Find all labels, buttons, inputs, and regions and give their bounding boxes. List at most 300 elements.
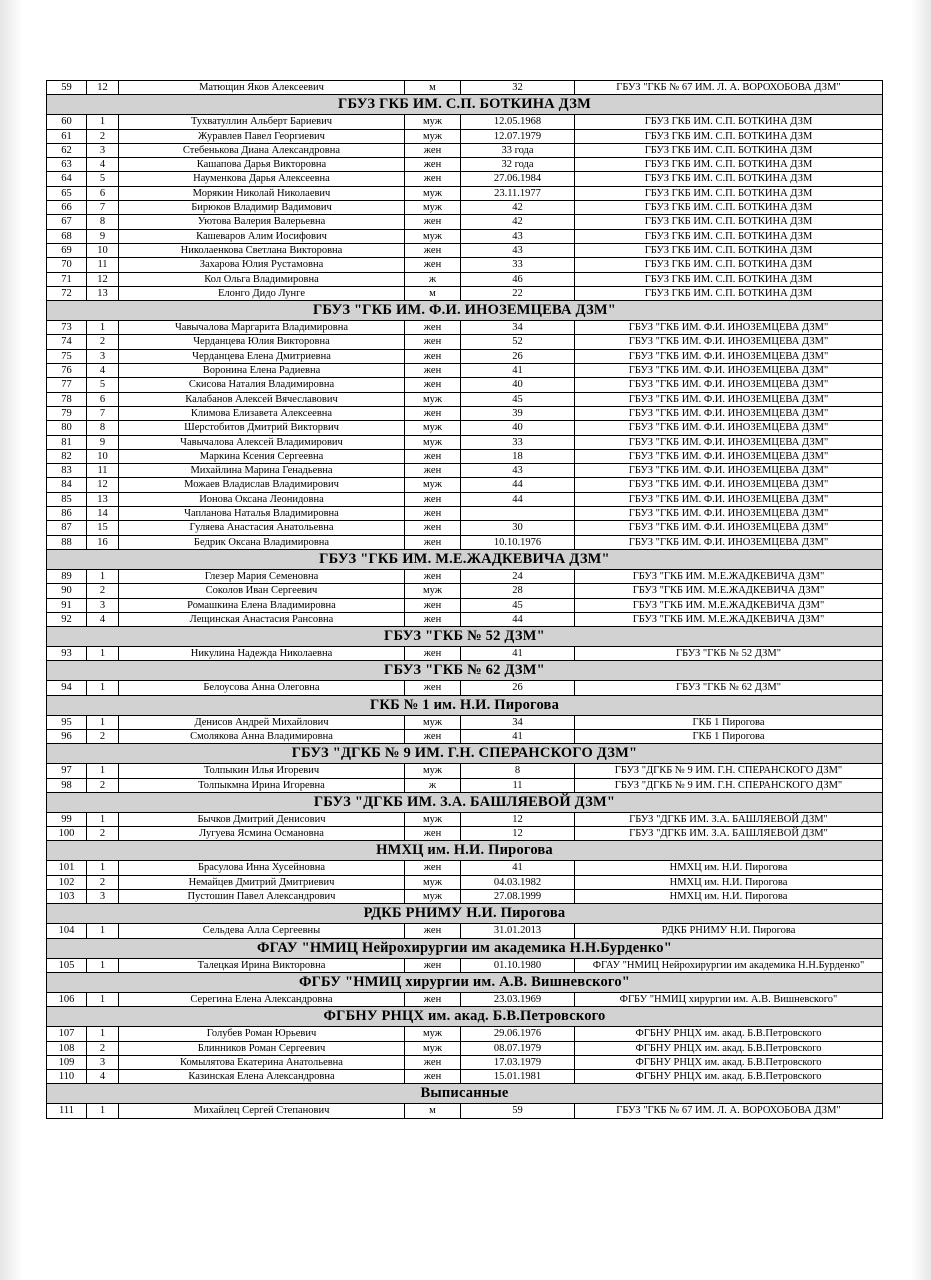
section-title: ФГБНУ РНЦХ им. акад. Б.В.Петровского <box>47 1007 883 1027</box>
group-index-cell: 3 <box>87 598 119 612</box>
hospital-cell: ГБУЗ "ДГКБ ИМ. З.А. БАШЛЯЕВОЙ ДЗМ" <box>575 812 883 826</box>
full-name-cell: Чавычалова Алексей Владимирович <box>119 435 405 449</box>
row-number-cell: 59 <box>47 81 87 95</box>
hospital-cell: РДКБ РНИМУ Н.И. Пирогова <box>575 924 883 938</box>
row-number-cell: 92 <box>47 612 87 626</box>
age-cell: 42 <box>461 215 575 229</box>
group-index-cell: 9 <box>87 435 119 449</box>
row-number-cell: 69 <box>47 243 87 257</box>
hospital-cell: ГБУЗ "ГКБ ИМ. Ф.И. ИНОЗЕМЦЕВА ДЗМ" <box>575 492 883 506</box>
table-row <box>47 812 883 826</box>
row-number-cell: 76 <box>47 364 87 378</box>
row-number-cell: 73 <box>47 321 87 335</box>
row-number-cell: 71 <box>47 272 87 286</box>
group-index-cell: 5 <box>87 172 119 186</box>
group-index-cell: 13 <box>87 286 119 300</box>
table-row <box>47 1070 883 1084</box>
full-name-cell: Ионова Оксана Леонидовна <box>119 492 405 506</box>
section-title: ГБУЗ "ДГКБ ИМ. З.А. БАШЛЯЕВОЙ ДЗМ" <box>47 792 883 812</box>
full-name-cell: Соколов Иван Сергеевич <box>119 584 405 598</box>
sex-cell: жен <box>405 172 461 186</box>
age-cell <box>461 507 575 521</box>
age-cell: 44 <box>461 478 575 492</box>
age-cell: 12 <box>461 827 575 841</box>
hospital-cell: ГБУЗ ГКБ ИМ. С.П. БОТКИНА ДЗМ <box>575 143 883 157</box>
age-cell: 39 <box>461 406 575 420</box>
section-title: ГКБ № 1 им. Н.И. Пирогова <box>47 695 883 715</box>
table-row <box>47 521 883 535</box>
hospital-cell: ГБУЗ "ГКБ ИМ. Ф.И. ИНОЗЕМЦЕВА ДЗМ" <box>575 507 883 521</box>
table-row <box>47 861 883 875</box>
table-row <box>47 364 883 378</box>
group-index-cell: 2 <box>87 827 119 841</box>
age-cell: 34 <box>461 715 575 729</box>
group-index-cell: 2 <box>87 1041 119 1055</box>
age-cell: 24 <box>461 569 575 583</box>
age-cell: 26 <box>461 349 575 363</box>
full-name-cell: Немайцев Дмитрий Дмитриевич <box>119 875 405 889</box>
hospital-cell: ГБУЗ ГКБ ИМ. С.П. БОТКИНА ДЗМ <box>575 272 883 286</box>
group-index-cell: 1 <box>87 647 119 661</box>
hospital-cell: ГБУЗ "ГКБ ИМ. Ф.И. ИНОЗЕМЦЕВА ДЗМ" <box>575 535 883 549</box>
age-cell: 22 <box>461 286 575 300</box>
table-row <box>47 435 883 449</box>
group-index-cell: 2 <box>87 729 119 743</box>
age-cell: 44 <box>461 612 575 626</box>
age-cell: 29.06.1976 <box>461 1027 575 1041</box>
row-number-cell: 95 <box>47 715 87 729</box>
full-name-cell: Морякин Николай Николаевич <box>119 186 405 200</box>
hospital-cell: ФГБНУ РНЦХ им. акад. Б.В.Петровского <box>575 1027 883 1041</box>
table-row <box>47 729 883 743</box>
age-cell: 41 <box>461 729 575 743</box>
section-header-row <box>47 695 883 715</box>
row-number-cell: 94 <box>47 681 87 695</box>
full-name-cell: Сельдева Алла Сергеевны <box>119 924 405 938</box>
hospital-cell: ГБУЗ ГКБ ИМ. С.П. БОТКИНА ДЗМ <box>575 243 883 257</box>
section-title: ФГАУ "НМИЦ Нейрохирургии им академика Н.Н.Бурденко" <box>47 938 883 958</box>
age-cell: 44 <box>461 492 575 506</box>
sex-cell: жен <box>405 992 461 1006</box>
full-name-cell: Пустошин Павел Александрович <box>119 890 405 904</box>
age-cell: 43 <box>461 229 575 243</box>
age-cell: 18 <box>461 449 575 463</box>
hospital-cell: ГБУЗ "ГКБ ИМ. Ф.И. ИНОЗЕМЦЕВА ДЗМ" <box>575 421 883 435</box>
row-number-cell: 108 <box>47 1041 87 1055</box>
age-cell: 43 <box>461 464 575 478</box>
full-name-cell: Бирюков Владимир Вадимович <box>119 201 405 215</box>
section-header-row <box>47 1007 883 1027</box>
hospital-cell: ГБУЗ "ГКБ ИМ. Ф.И. ИНОЗЕМЦЕВА ДЗМ" <box>575 335 883 349</box>
hospital-cell: ГБУЗ "ГКБ ИМ. Ф.И. ИНОЗЕМЦЕВА ДЗМ" <box>575 478 883 492</box>
table-row <box>47 464 883 478</box>
age-cell: 46 <box>461 272 575 286</box>
table-row <box>47 321 883 335</box>
hospital-cell: ГБУЗ "ГКБ ИМ. М.Е.ЖАДКЕВИЧА ДЗМ" <box>575 569 883 583</box>
group-index-cell: 3 <box>87 143 119 157</box>
hospital-cell: ГБУЗ "ГКБ № 67 ИМ. Л. А. ВОРОХОБОВА ДЗМ" <box>575 1104 883 1118</box>
table-row <box>47 778 883 792</box>
group-index-cell: 1 <box>87 992 119 1006</box>
row-number-cell: 100 <box>47 827 87 841</box>
full-name-cell: Калабанов Алексей Вячеславович <box>119 392 405 406</box>
table-row <box>47 378 883 392</box>
row-number-cell: 66 <box>47 201 87 215</box>
table-row <box>47 890 883 904</box>
sex-cell: муж <box>405 1027 461 1041</box>
group-index-cell: 1 <box>87 958 119 972</box>
row-number-cell: 74 <box>47 335 87 349</box>
hospital-cell: ГБУЗ "ГКБ ИМ. Ф.И. ИНОЗЕМЦЕВА ДЗМ" <box>575 364 883 378</box>
full-name-cell: Толпыкин Илья Игоревич <box>119 764 405 778</box>
group-index-cell: 12 <box>87 272 119 286</box>
row-number-cell: 85 <box>47 492 87 506</box>
hospital-cell: ГБУЗ ГКБ ИМ. С.П. БОТКИНА ДЗМ <box>575 258 883 272</box>
full-name-cell: Никулина Надежда Николаевна <box>119 647 405 661</box>
sex-cell: муж <box>405 478 461 492</box>
full-name-cell: Захарова Юлия Рустамовна <box>119 258 405 272</box>
table-row <box>47 584 883 598</box>
age-cell: 26 <box>461 681 575 695</box>
row-number-cell: 84 <box>47 478 87 492</box>
sex-cell: жен <box>405 321 461 335</box>
table-row <box>47 81 883 95</box>
row-number-cell: 63 <box>47 158 87 172</box>
group-index-cell: 12 <box>87 81 119 95</box>
row-number-cell: 62 <box>47 143 87 157</box>
full-name-cell: Шерстобитов Дмитрий Викторвич <box>119 421 405 435</box>
row-number-cell: 82 <box>47 449 87 463</box>
hospital-cell: ГБУЗ "ГКБ ИМ. Ф.И. ИНОЗЕМЦЕВА ДЗМ" <box>575 521 883 535</box>
sex-cell: жен <box>405 827 461 841</box>
sex-cell: муж <box>405 812 461 826</box>
hospital-cell: ФГБНУ РНЦХ им. акад. Б.В.Петровского <box>575 1055 883 1069</box>
section-title: ГБУЗ "ГКБ ИМ. М.Е.ЖАДКЕВИЧА ДЗМ" <box>47 549 883 569</box>
row-number-cell: 75 <box>47 349 87 363</box>
age-cell: 32 <box>461 81 575 95</box>
row-number-cell: 60 <box>47 115 87 129</box>
age-cell: 11 <box>461 778 575 792</box>
row-number-cell: 93 <box>47 647 87 661</box>
hospital-cell: ГБУЗ "ГКБ ИМ. М.Е.ЖАДКЕВИЧА ДЗМ" <box>575 598 883 612</box>
hospital-cell: ГКБ 1 Пирогова <box>575 715 883 729</box>
full-name-cell: Кашапова Дарья Викторовна <box>119 158 405 172</box>
group-index-cell: 2 <box>87 875 119 889</box>
age-cell: 59 <box>461 1104 575 1118</box>
hospital-cell: ГБУЗ "ГКБ ИМ. Ф.И. ИНОЗЕМЦЕВА ДЗМ" <box>575 378 883 392</box>
age-cell: 45 <box>461 598 575 612</box>
section-header-row <box>47 841 883 861</box>
sex-cell: жен <box>405 258 461 272</box>
table-row <box>47 449 883 463</box>
table-row <box>47 272 883 286</box>
full-name-cell: Матющин Яков Алексеевич <box>119 81 405 95</box>
table-row <box>47 421 883 435</box>
table-row <box>47 143 883 157</box>
age-cell: 41 <box>461 861 575 875</box>
group-index-cell: 1 <box>87 1027 119 1041</box>
section-header-row <box>47 972 883 992</box>
full-name-cell: Кол Ольга Владимировна <box>119 272 405 286</box>
table-row <box>47 924 883 938</box>
sex-cell: жен <box>405 158 461 172</box>
table-row <box>47 569 883 583</box>
sex-cell: муж <box>405 229 461 243</box>
row-number-cell: 102 <box>47 875 87 889</box>
section-header-row <box>47 301 883 321</box>
row-number-cell: 77 <box>47 378 87 392</box>
sex-cell: жен <box>405 612 461 626</box>
full-name-cell: Серегина Елена Александровна <box>119 992 405 1006</box>
sex-cell: жен <box>405 364 461 378</box>
full-name-cell: Уютова Валерия Валерьевна <box>119 215 405 229</box>
row-number-cell: 64 <box>47 172 87 186</box>
age-cell: 31.01.2013 <box>461 924 575 938</box>
section-header-row <box>47 95 883 115</box>
full-name-cell: Лугуева Ясмина Османовна <box>119 827 405 841</box>
full-name-cell: Смолякова Анна Владимировна <box>119 729 405 743</box>
section-title: ГБУЗ "ГКБ № 52 ДЗМ" <box>47 627 883 647</box>
table-row <box>47 875 883 889</box>
hospital-cell: НМХЦ им. Н.И. Пирогова <box>575 861 883 875</box>
hospital-cell: ГБУЗ "ГКБ ИМ. М.Е.ЖАДКЕВИЧА ДЗМ" <box>575 584 883 598</box>
row-number-cell: 65 <box>47 186 87 200</box>
group-index-cell: 2 <box>87 584 119 598</box>
sex-cell: жен <box>405 647 461 661</box>
sex-cell: м <box>405 81 461 95</box>
sex-cell: муж <box>405 435 461 449</box>
sex-cell: жен <box>405 243 461 257</box>
table-row <box>47 507 883 521</box>
sex-cell: жен <box>405 681 461 695</box>
hospital-cell: НМХЦ им. Н.И. Пирогова <box>575 875 883 889</box>
row-number-cell: 81 <box>47 435 87 449</box>
section-header-row <box>47 627 883 647</box>
hospital-cell: ГБУЗ "ГКБ ИМ. Ф.И. ИНОЗЕМЦЕВА ДЗМ" <box>575 435 883 449</box>
row-number-cell: 106 <box>47 992 87 1006</box>
group-index-cell: 3 <box>87 890 119 904</box>
sex-cell: жен <box>405 569 461 583</box>
sex-cell: жен <box>405 521 461 535</box>
full-name-cell: Голубев Роман Юрьевич <box>119 1027 405 1041</box>
full-name-cell: Михайлина Марина Генадьевна <box>119 464 405 478</box>
sex-cell: муж <box>405 875 461 889</box>
section-header-row <box>47 549 883 569</box>
sex-cell: жен <box>405 492 461 506</box>
group-index-cell: 5 <box>87 378 119 392</box>
sex-cell: жен <box>405 598 461 612</box>
sex-cell: жен <box>405 1055 461 1069</box>
section-title: НМХЦ им. Н.И. Пирогова <box>47 841 883 861</box>
group-index-cell: 4 <box>87 364 119 378</box>
hospital-cell: ГБУЗ "ГКБ ИМ. Ф.И. ИНОЗЕМЦЕВА ДЗМ" <box>575 449 883 463</box>
full-name-cell: Бычков Дмитрий Денисович <box>119 812 405 826</box>
age-cell: 42 <box>461 201 575 215</box>
row-number-cell: 103 <box>47 890 87 904</box>
full-name-cell: Кашеваров Алим Иосифович <box>119 229 405 243</box>
hospital-cell: ГБУЗ "ГКБ № 52 ДЗМ" <box>575 647 883 661</box>
hospital-cell: ФГАУ "НМИЦ Нейрохирургии им академика Н.Н.Бурденко" <box>575 958 883 972</box>
table-row <box>47 1027 883 1041</box>
age-cell: 33 года <box>461 143 575 157</box>
table-row <box>47 1041 883 1055</box>
group-index-cell: 3 <box>87 349 119 363</box>
table-row <box>47 201 883 215</box>
age-cell: 30 <box>461 521 575 535</box>
table-row <box>47 115 883 129</box>
group-index-cell: 2 <box>87 335 119 349</box>
section-header-row <box>47 1084 883 1104</box>
sex-cell: жен <box>405 535 461 549</box>
table-row <box>47 335 883 349</box>
row-number-cell: 105 <box>47 958 87 972</box>
sex-cell: м <box>405 286 461 300</box>
sex-cell: жен <box>405 406 461 420</box>
hospital-cell: ГКБ 1 Пирогова <box>575 729 883 743</box>
age-cell: 12 <box>461 812 575 826</box>
group-index-cell: 14 <box>87 507 119 521</box>
row-number-cell: 107 <box>47 1027 87 1041</box>
hospital-cell: ГБУЗ "ГКБ ИМ. Ф.И. ИНОЗЕМЦЕВА ДЗМ" <box>575 321 883 335</box>
hospital-cell: ГБУЗ ГКБ ИМ. С.П. БОТКИНА ДЗМ <box>575 201 883 215</box>
table-row <box>47 349 883 363</box>
sex-cell: ж <box>405 778 461 792</box>
table-row <box>47 186 883 200</box>
group-index-cell: 1 <box>87 569 119 583</box>
sex-cell: муж <box>405 186 461 200</box>
age-cell: 45 <box>461 392 575 406</box>
hospital-cell: ГБУЗ "ДГКБ ИМ. З.А. БАШЛЯЕВОЙ ДЗМ" <box>575 827 883 841</box>
group-index-cell: 10 <box>87 449 119 463</box>
section-title: РДКБ РНИМУ Н.И. Пирогова <box>47 904 883 924</box>
full-name-cell: Черданцева Юлия Викторовна <box>119 335 405 349</box>
row-number-cell: 70 <box>47 258 87 272</box>
full-name-cell: Денисов Андрей Михайлович <box>119 715 405 729</box>
table-row <box>47 535 883 549</box>
group-index-cell: 2 <box>87 129 119 143</box>
full-name-cell: Воронина Елена Радиевна <box>119 364 405 378</box>
row-number-cell: 68 <box>47 229 87 243</box>
section-header-row <box>47 744 883 764</box>
section-title: ГБУЗ "ДГКБ № 9 ИМ. Г.Н. СПЕРАНСКОГО ДЗМ" <box>47 744 883 764</box>
row-number-cell: 110 <box>47 1070 87 1084</box>
hospital-cell: ГБУЗ "ГКБ ИМ. Ф.И. ИНОЗЕМЦЕВА ДЗМ" <box>575 349 883 363</box>
table-row <box>47 827 883 841</box>
table-row <box>47 764 883 778</box>
age-cell: 33 <box>461 435 575 449</box>
sex-cell: муж <box>405 201 461 215</box>
full-name-cell: Науменкова Дарья Алексеевна <box>119 172 405 186</box>
age-cell: 17.03.1979 <box>461 1055 575 1069</box>
full-name-cell: Михайлец Сергей Степанович <box>119 1104 405 1118</box>
hospital-cell: ФГБУ "НМИЦ хирургии им. А.В. Вишневского" <box>575 992 883 1006</box>
table-row <box>47 215 883 229</box>
row-number-cell: 111 <box>47 1104 87 1118</box>
age-cell: 27.06.1984 <box>461 172 575 186</box>
full-name-cell: Чапланова Наталья Владимировна <box>119 507 405 521</box>
hospital-cell: ФГБНУ РНЦХ им. акад. Б.В.Петровского <box>575 1070 883 1084</box>
sex-cell: жен <box>405 958 461 972</box>
age-cell: 34 <box>461 321 575 335</box>
table-row <box>47 992 883 1006</box>
hospital-cell: ГБУЗ ГКБ ИМ. С.П. БОТКИНА ДЗМ <box>575 215 883 229</box>
section-title: ГБУЗ "ГКБ № 62 ДЗМ" <box>47 661 883 681</box>
full-name-cell: Чавычалова Маргарита Владимировна <box>119 321 405 335</box>
row-number-cell: 86 <box>47 507 87 521</box>
table-row <box>47 598 883 612</box>
group-index-cell: 6 <box>87 186 119 200</box>
sex-cell: жен <box>405 1070 461 1084</box>
sex-cell: жен <box>405 464 461 478</box>
hospital-cell: ГБУЗ "ГКБ ИМ. Ф.И. ИНОЗЕМЦЕВА ДЗМ" <box>575 464 883 478</box>
row-number-cell: 101 <box>47 861 87 875</box>
sex-cell: жен <box>405 335 461 349</box>
age-cell: 28 <box>461 584 575 598</box>
hospital-cell: ГБУЗ "ГКБ ИМ. М.Е.ЖАДКЕВИЧА ДЗМ" <box>575 612 883 626</box>
age-cell: 01.10.1980 <box>461 958 575 972</box>
table-row <box>47 647 883 661</box>
age-cell: 10.10.1976 <box>461 535 575 549</box>
age-cell: 15.01.1981 <box>461 1070 575 1084</box>
group-index-cell: 3 <box>87 1055 119 1069</box>
sex-cell: ж <box>405 272 461 286</box>
table-row <box>47 158 883 172</box>
row-number-cell: 104 <box>47 924 87 938</box>
hospital-cell: ГБУЗ ГКБ ИМ. С.П. БОТКИНА ДЗМ <box>575 158 883 172</box>
row-number-cell: 98 <box>47 778 87 792</box>
group-index-cell: 4 <box>87 612 119 626</box>
age-cell: 08.07.1979 <box>461 1041 575 1055</box>
table-row <box>47 958 883 972</box>
hospital-cell: ГБУЗ ГКБ ИМ. С.П. БОТКИНА ДЗМ <box>575 172 883 186</box>
group-index-cell: 1 <box>87 924 119 938</box>
hospital-cell: ГБУЗ "ГКБ № 67 ИМ. Л. А. ВОРОХОБОВА ДЗМ" <box>575 81 883 95</box>
group-index-cell: 7 <box>87 201 119 215</box>
row-number-cell: 67 <box>47 215 87 229</box>
sex-cell: муж <box>405 115 461 129</box>
group-index-cell: 1 <box>87 115 119 129</box>
full-name-cell: Скисова Наталия Владимировна <box>119 378 405 392</box>
section-header-row <box>47 661 883 681</box>
patients-table-body <box>47 81 883 1119</box>
full-name-cell: Бедрик Оксана Владимировна <box>119 535 405 549</box>
group-index-cell: 12 <box>87 478 119 492</box>
age-cell: 40 <box>461 378 575 392</box>
sex-cell: жен <box>405 143 461 157</box>
hospital-cell: ГБУЗ "ГКБ ИМ. Ф.И. ИНОЗЕМЦЕВА ДЗМ" <box>575 392 883 406</box>
age-cell: 12.07.1979 <box>461 129 575 143</box>
sex-cell: жен <box>405 507 461 521</box>
sex-cell: жен <box>405 924 461 938</box>
group-index-cell: 1 <box>87 764 119 778</box>
section-title: ГБУЗ ГКБ ИМ. С.П. БОТКИНА ДЗМ <box>47 95 883 115</box>
row-number-cell: 91 <box>47 598 87 612</box>
hospital-cell: ГБУЗ ГКБ ИМ. С.П. БОТКИНА ДЗМ <box>575 129 883 143</box>
full-name-cell: Гуляева Анастасия Анатольевна <box>119 521 405 535</box>
row-number-cell: 72 <box>47 286 87 300</box>
sex-cell: муж <box>405 890 461 904</box>
hospital-cell: ГБУЗ "ГКБ № 62 ДЗМ" <box>575 681 883 695</box>
row-number-cell: 61 <box>47 129 87 143</box>
row-number-cell: 88 <box>47 535 87 549</box>
full-name-cell: Климова Елизавета Алексеевна <box>119 406 405 420</box>
hospital-cell: ГБУЗ "ГКБ ИМ. Ф.И. ИНОЗЕМЦЕВА ДЗМ" <box>575 406 883 420</box>
age-cell: 52 <box>461 335 575 349</box>
group-index-cell: 4 <box>87 1070 119 1084</box>
age-cell: 23.03.1969 <box>461 992 575 1006</box>
full-name-cell: Блинников Роман Сергеевич <box>119 1041 405 1055</box>
sex-cell: жен <box>405 449 461 463</box>
